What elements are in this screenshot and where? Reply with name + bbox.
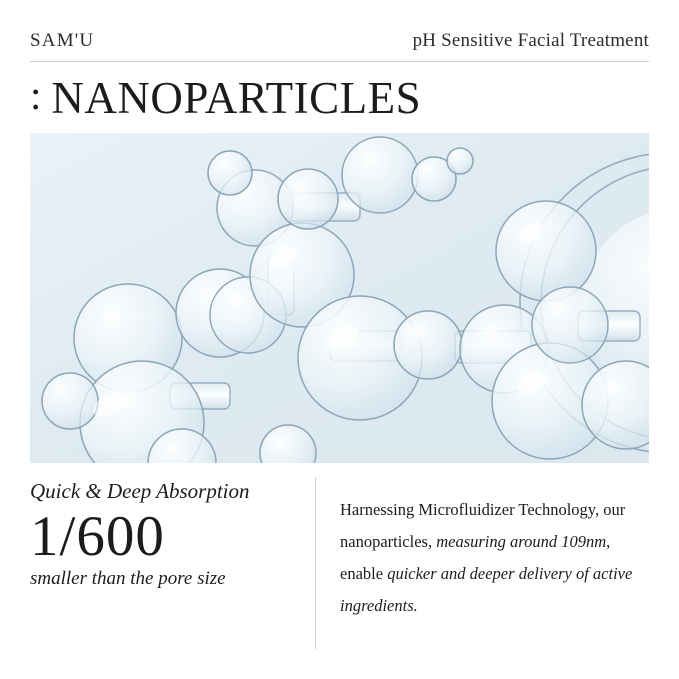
bubble-cluster-illustration [30, 133, 649, 463]
colon-mark-icon: : [30, 72, 42, 118]
description-line-4-emphasis: delivery of active ingredients. [340, 563, 633, 616]
description-line-3-emphasis: quicker and deeper [387, 563, 515, 583]
absorption-stat [30, 477, 316, 649]
header-tagline: pH Sensitive Facial Treatment [412, 30, 649, 51]
page-title-text: NANOPARTICLES [51, 73, 422, 123]
header [30, 30, 649, 62]
description-line-2-emphasis: measuring around [436, 531, 558, 551]
description-line-1: Harnessing Microfluidizer Technology, [340, 499, 600, 519]
hero-image [30, 133, 649, 463]
description-line-3-plain: , enable [340, 531, 611, 583]
ratio-value: 1/600 [30, 505, 165, 568]
description-line-2-plain: our nanoparticles, [340, 499, 626, 551]
brand-logo: SAM'U [30, 30, 95, 51]
absorption-heading: Quick & Deep Absorption [30, 479, 250, 503]
bottom-panel [30, 477, 649, 649]
ratio-caption: smaller than the pore size [30, 568, 226, 590]
page-title [30, 62, 649, 133]
description-nm-value: 109nm [561, 531, 607, 551]
description-text [340, 494, 649, 623]
description-block [316, 477, 649, 649]
